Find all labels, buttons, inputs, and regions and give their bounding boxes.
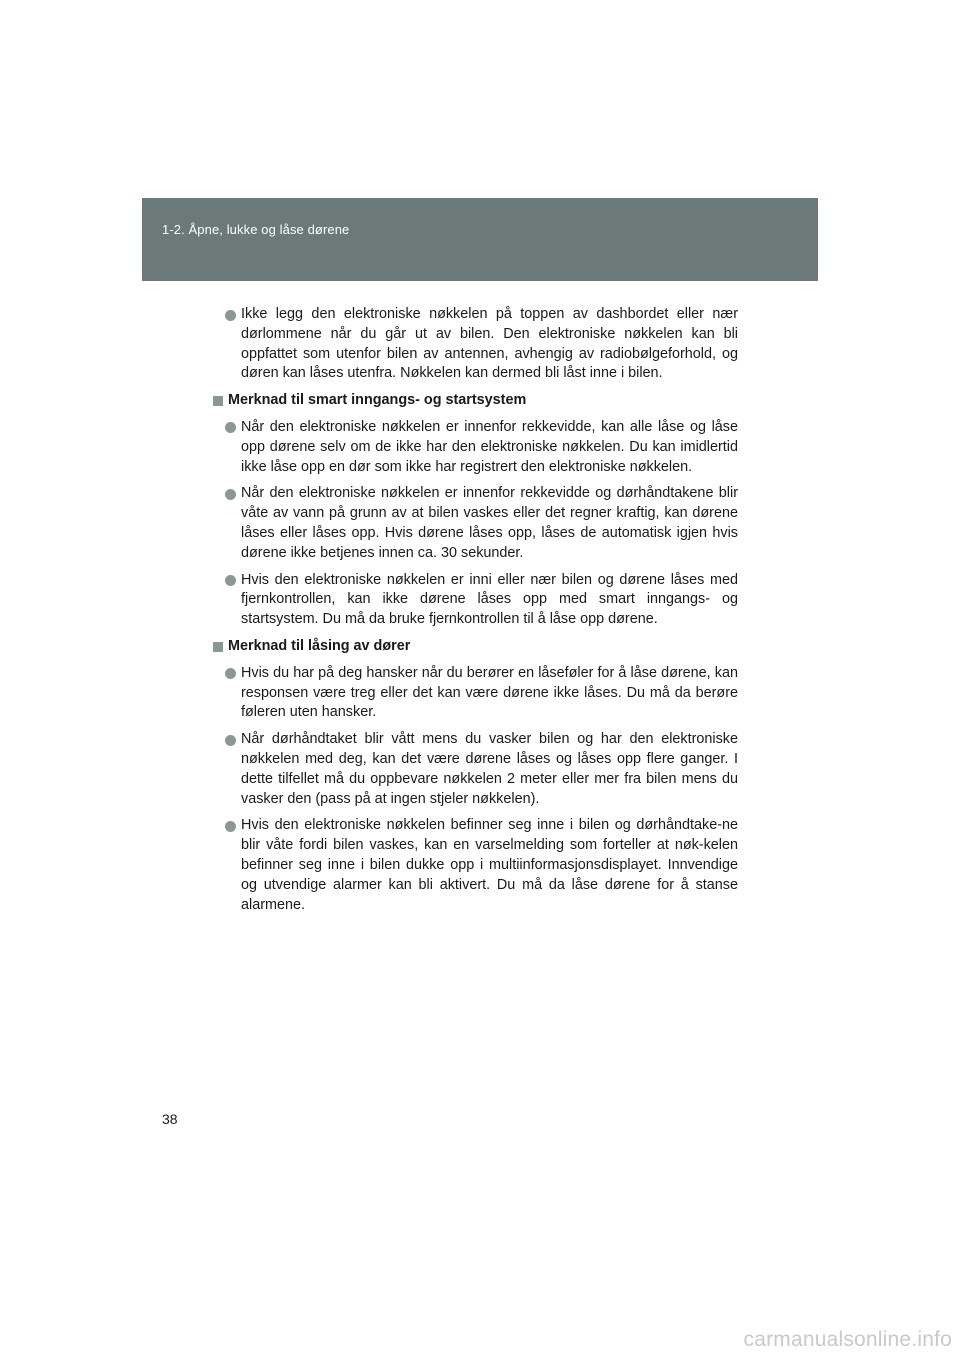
bullet-item — [214, 730, 738, 809]
bullet-dot-icon — [225, 575, 236, 586]
square-bullet-icon — [213, 642, 223, 652]
bullet-text: Hvis den elektroniske nøkkelen befinner seg inne i bilen og dørhåndtake-ne blir våte fordi bilen vaskes, kan en varselmelding som forteller at nøk-kelen befinner seg inne i bilen dukke opp i multiinformasjonsdisplayet. Innvendige og utvendige alarmer kan bli aktivert. Du må da låse dørene for å stanse alarmene. — [241, 817, 738, 913]
watermark: carmanualsonline.info — [743, 1328, 952, 1351]
bullet-text: Når den elektroniske nøkkelen er innenfor rekkevidde og dørhåndtakene blir våte av vann på grunn av at bilen vaskes eller det regner kraftig, kan dørene låses eller låses opp. Hvis dørene låses opp, låses de automatisk igjen hvis dørene ikke betjenes innen ca. 30 sekunder. — [241, 485, 738, 561]
bullet-dot-icon — [225, 489, 236, 500]
bullet-dot-icon — [225, 310, 236, 321]
page-content — [214, 305, 738, 922]
section-heading — [213, 637, 738, 657]
bullet-text: Hvis du har på deg hansker når du berører en låseføler for å låse dørene, kan responsen være treg eller det kan være dørene ikke låses. Du må da berøre føleren uten hansker. — [241, 664, 738, 721]
bullet-item — [214, 418, 738, 477]
bullet-item — [214, 571, 738, 630]
bullet-text: Hvis den elektroniske nøkkelen er inni eller nær bilen og dørene låses med fjernkontrollen, kan ikke dørene låses opp med smart inngangs- og startsystem. Du må da bruke fjernkontrollen til å låse opp dørene. — [241, 571, 738, 628]
bullet-text: Ikke legg den elektroniske nøkkelen på toppen av dashbordet eller nær dørlommene når du går ut av bilen. Den elektroniske nøkkelen kan bli oppfattet som utenfor bilen av antennen, avhengig av radiobølgeforhold, og døren kan låses utenfra. Nøkkelen kan dermed bli låst inne i bilen. — [241, 306, 738, 382]
chapter-title: 1-2. Åpne, lukke og låse dørene — [162, 222, 350, 237]
bullet-item — [214, 664, 738, 723]
bullet-dot-icon — [225, 821, 236, 832]
page-number: 38 — [162, 1111, 178, 1127]
bullet-text: Når dørhåndtaket blir vått mens du vasker bilen og har den elektroniske nøkkelen med deg, kan det være dørene låses og låses opp flere ganger. I dette tilfellet må du oppbevare nøkkelen 2 meter eller mer fra bilen mens du vasker den (pass på at ingen stjeler nøkkelen). — [241, 731, 738, 807]
bullet-dot-icon — [225, 668, 236, 679]
section-heading-text: Merknad til låsing av dører — [228, 637, 411, 654]
bullet-dot-icon — [225, 735, 236, 746]
bullet-item — [214, 484, 738, 563]
square-bullet-icon — [213, 396, 223, 406]
bullet-item — [214, 305, 738, 384]
bullet-text: Når den elektroniske nøkkelen er innenfor rekkevidde, kan alle låse og låse opp dørene selv om de ikke har den elektroniske nøkkelen. Du kan imidlertid ikke låse opp en dør som ikke har registrert den elektroniske nøkkelen. — [241, 418, 738, 475]
chapter-header-band — [142, 198, 818, 281]
bullet-dot-icon — [225, 422, 236, 433]
bullet-item — [214, 816, 738, 915]
section-heading-text: Merknad til smart inngangs- og startsystem — [228, 392, 527, 409]
section-heading — [213, 391, 738, 411]
